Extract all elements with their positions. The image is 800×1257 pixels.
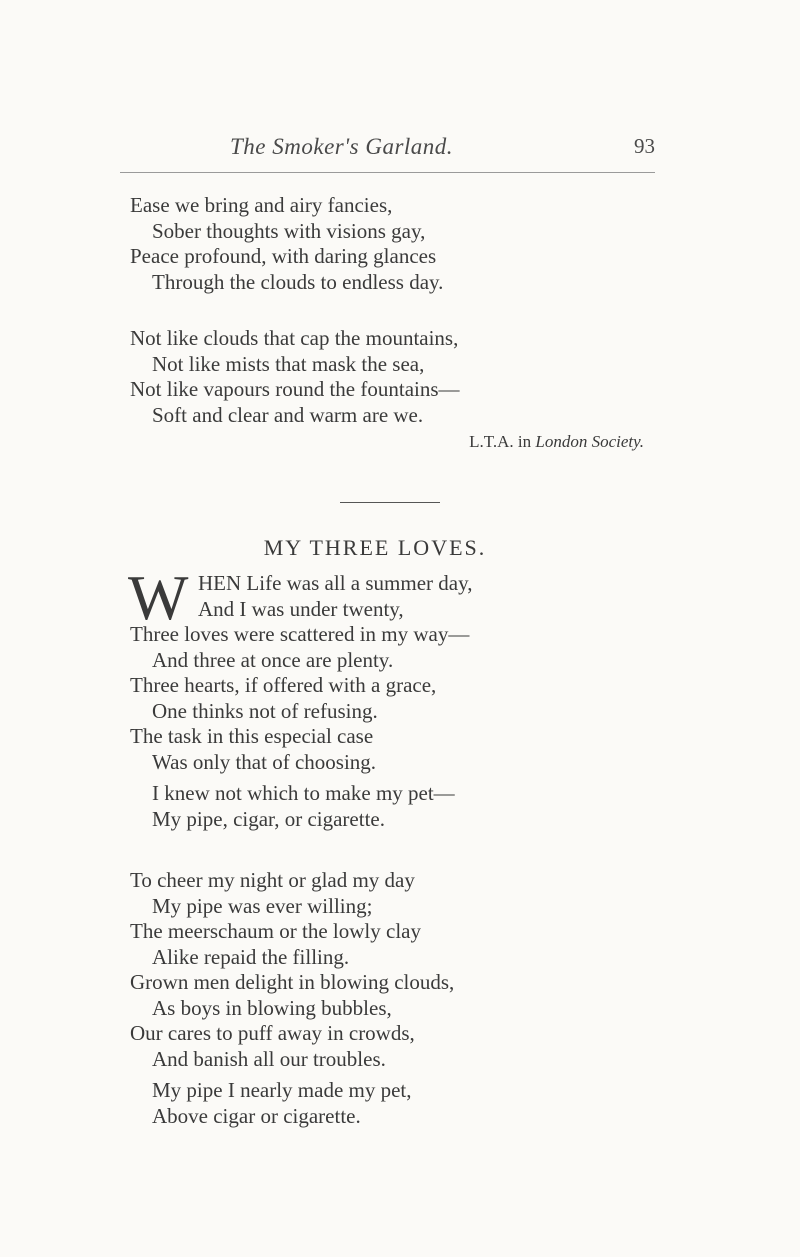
poem-line: And three at once are plenty. [152,647,394,672]
running-title: The Smoker's Garland. [230,134,454,159]
poem-line: And banish all our troubles. [152,1046,386,1071]
poem-line: As boys in blowing bubbles, [152,995,392,1020]
poem-line: Sober thoughts with visions gay, [152,218,426,243]
poem-line: Alike repaid the filling. [152,944,350,969]
poem-line: Our cares to puff away in crowds, [130,1021,415,1045]
drop-cap: W [128,562,189,633]
page-header [120,128,655,168]
poem-line: And I was under twenty, [198,596,404,621]
poem-line: My pipe, cigar, or cigarette. [152,806,385,831]
poem-line: Three loves were scattered in my way— [130,622,470,646]
poem-line: The task in this especial case [130,724,374,748]
poem-line: The meerschaum or the lowly clay [130,919,421,943]
header-rule [120,172,655,173]
attribution-source: London Society. [535,432,644,451]
poem-line: Not like clouds that cap the mountains, [130,326,459,350]
poem-line: Soft and clear and warm are we. [152,402,424,427]
poem-line: I knew not which to make my pet— [152,781,455,805]
poem-title: MY THREE LOVES. [263,535,487,560]
page-content [130,193,650,1129]
poem-line: Grown men delight in blowing clouds, [130,970,455,994]
attribution [130,432,650,452]
poem-line: One thinks not of refusing. [152,698,378,723]
poem-line: My pipe was ever willing; [152,893,373,918]
poem-line: Not like mists that mask the sea, [152,351,425,376]
poem-line: Not like vapours round the fountains— [130,377,460,401]
poem-line: Above cigar or cigarette. [152,1103,361,1128]
poem-line: To cheer my night or glad my day [130,868,415,892]
attribution-author: L.T.A. in [469,432,532,451]
poem-line: Was only that of choosing. [152,749,377,774]
poem-line: HEN Life was all a summer day, [198,571,473,595]
poem-line: My pipe I nearly made my pet, [152,1078,412,1102]
poem-line: Through the clouds to endless day. [152,269,444,294]
section-divider [340,502,440,503]
poem-body [128,562,650,1129]
poem-line: Three hearts, if offered with a grace, [130,673,437,697]
poem-line: Peace profound, with daring glances [130,244,437,268]
poem-line: Ease we bring and airy fancies, [130,193,393,217]
page-number: 93 [634,134,655,158]
